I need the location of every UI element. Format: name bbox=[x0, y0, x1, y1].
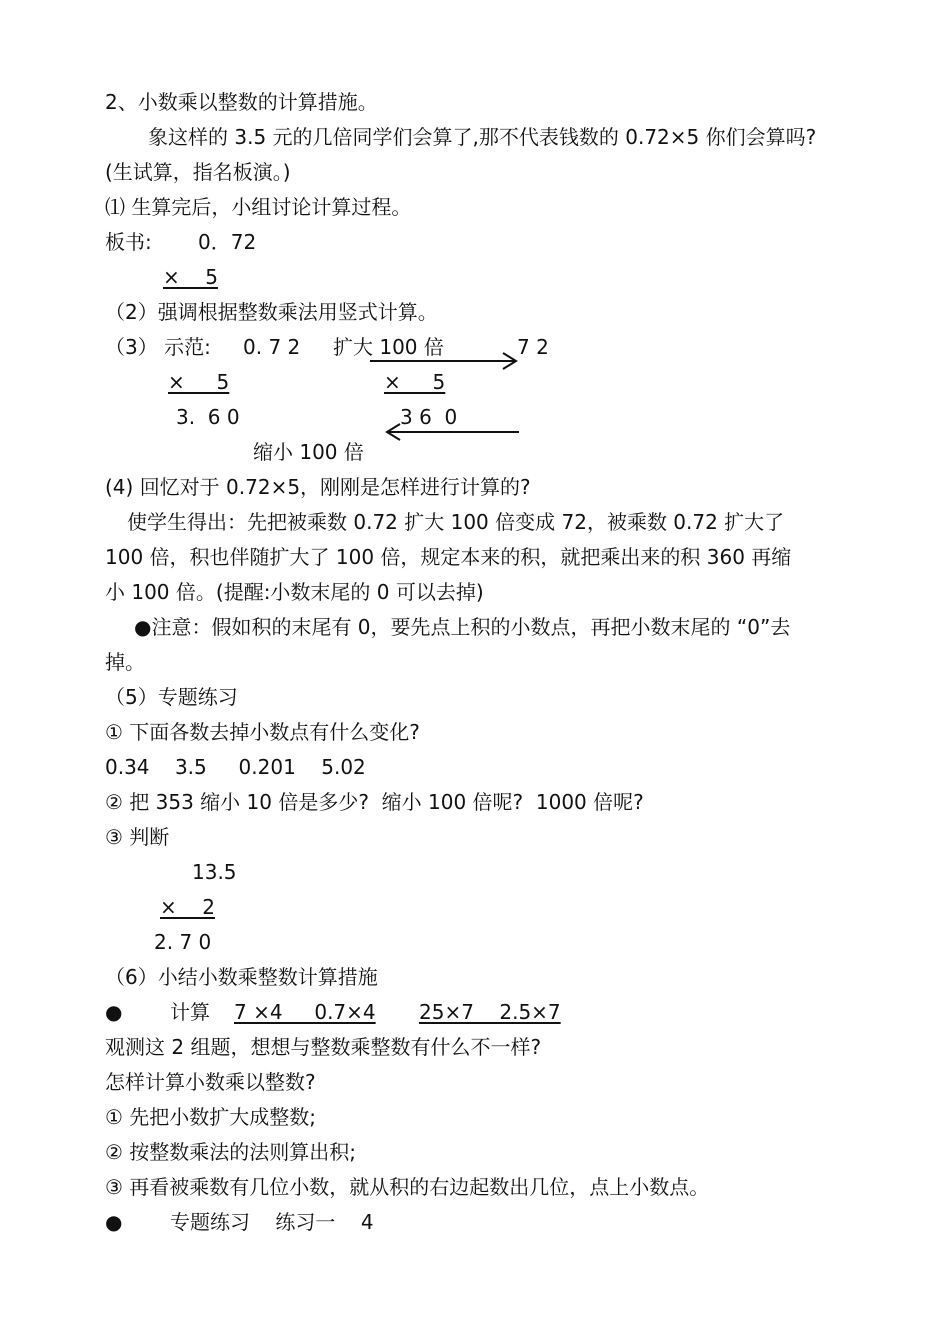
exercise-2: ② 把 353 缩小 10 倍是多少? 缩小 100 倍呢? 1000 倍呢? bbox=[105, 790, 644, 814]
shrink-arrow bbox=[387, 424, 519, 440]
enlarge-label: 扩大 100 倍 bbox=[333, 335, 444, 359]
demo-multiplicand: 0. 7 2 bbox=[243, 335, 301, 359]
conclusion-line-1: 使学生得出：先把被乘数 0.72 扩大 100 倍变成 72，被乘数 0.72 扩大了 bbox=[127, 510, 785, 534]
demo-integer-multiplicand: 7 2 bbox=[517, 335, 549, 359]
exercise-3: ③ 判断 bbox=[105, 825, 170, 849]
bullet-icon: ● bbox=[105, 1210, 123, 1234]
step-3-label: （3） 示范: bbox=[105, 335, 211, 359]
conclusion-line-3: 小 100 倍。(提醒:小数末尾的 0 可以去掉) bbox=[105, 580, 484, 604]
step-2: （2）强调根据整数乘法用竖式计算。 bbox=[105, 300, 438, 324]
shrink-label: 缩小 100 倍 bbox=[253, 440, 364, 464]
conclusion-line-2: 100 倍，积也伴随扩大了 100 倍，规定本来的积，就把乘出来的积 360 再缩 bbox=[105, 545, 792, 569]
calc-group-a: 7 ×4 0.7×4 bbox=[234, 1000, 376, 1024]
calc-group-b: 25×7 2.5×7 bbox=[419, 1000, 561, 1024]
method-step-3: ③ 再看被乘数有几位小数，就从积的右边起数出几位，点上小数点。 bbox=[105, 1175, 710, 1199]
exercise-1-numbers: 0.34 3.5 0.201 5.02 bbox=[105, 755, 366, 779]
board-label: 板书: bbox=[105, 230, 152, 254]
judge-multiplier: × 2 bbox=[160, 895, 215, 919]
paragraph-note: (生试算，指名板演。) bbox=[105, 160, 291, 184]
bullet-icon: ● bbox=[105, 1000, 123, 1024]
section-heading: 2、小数乘以整数的计算措施。 bbox=[105, 90, 378, 114]
observe-question: 观测这 2 组题，想想与整数乘整数有什么不一样? bbox=[105, 1035, 542, 1059]
demo-multiplier: × 5 bbox=[168, 370, 230, 394]
attention-note: ●注意：假如积的末尾有 0，要先点上积的小数点，再把小数末尾的 “0”去 bbox=[134, 615, 791, 639]
step-1: ⑴ 生算完后，小组讨论计算过程。 bbox=[105, 195, 412, 219]
board-multiplicand: 0．72 bbox=[198, 230, 257, 254]
demo-product: 3. 6 0 bbox=[176, 405, 240, 429]
method-question: 怎样计算小数乘以整数? bbox=[105, 1070, 316, 1094]
enlarge-arrow bbox=[370, 353, 516, 369]
judge-multiplicand: 13.5 bbox=[192, 860, 237, 884]
method-step-2: ② 按整数乘法的法则算出积; bbox=[105, 1140, 357, 1164]
board-multiplier: × 5 bbox=[163, 265, 218, 289]
method-step-1: ① 先把小数扩大成整数; bbox=[105, 1105, 317, 1129]
demo-integer-multiplier: × 5 bbox=[384, 370, 446, 394]
step-5: （5）专题练习 bbox=[105, 685, 238, 709]
step-6: （6）小结小数乘整数计算措施 bbox=[105, 965, 378, 989]
paragraph-intro: 象这样的 3.5 元的几倍同学们会算了,那不代表钱数的 0.72×5 你们会算吗? bbox=[148, 125, 817, 149]
attention-note-end: 掉。 bbox=[105, 650, 145, 674]
judge-product: 2. 7 0 bbox=[154, 930, 212, 954]
demo-integer-product: 3 6 0 bbox=[400, 405, 458, 429]
calculate-label: 计算 bbox=[170, 1000, 210, 1024]
exercise-1: ① 下面各数去掉小数点有什么变化? bbox=[105, 720, 420, 744]
practice-line: 专题练习 练习一 4 bbox=[170, 1210, 374, 1234]
step-4: (4) 回忆对于 0.72×5，刚刚是怎样进行计算的? bbox=[105, 475, 531, 499]
